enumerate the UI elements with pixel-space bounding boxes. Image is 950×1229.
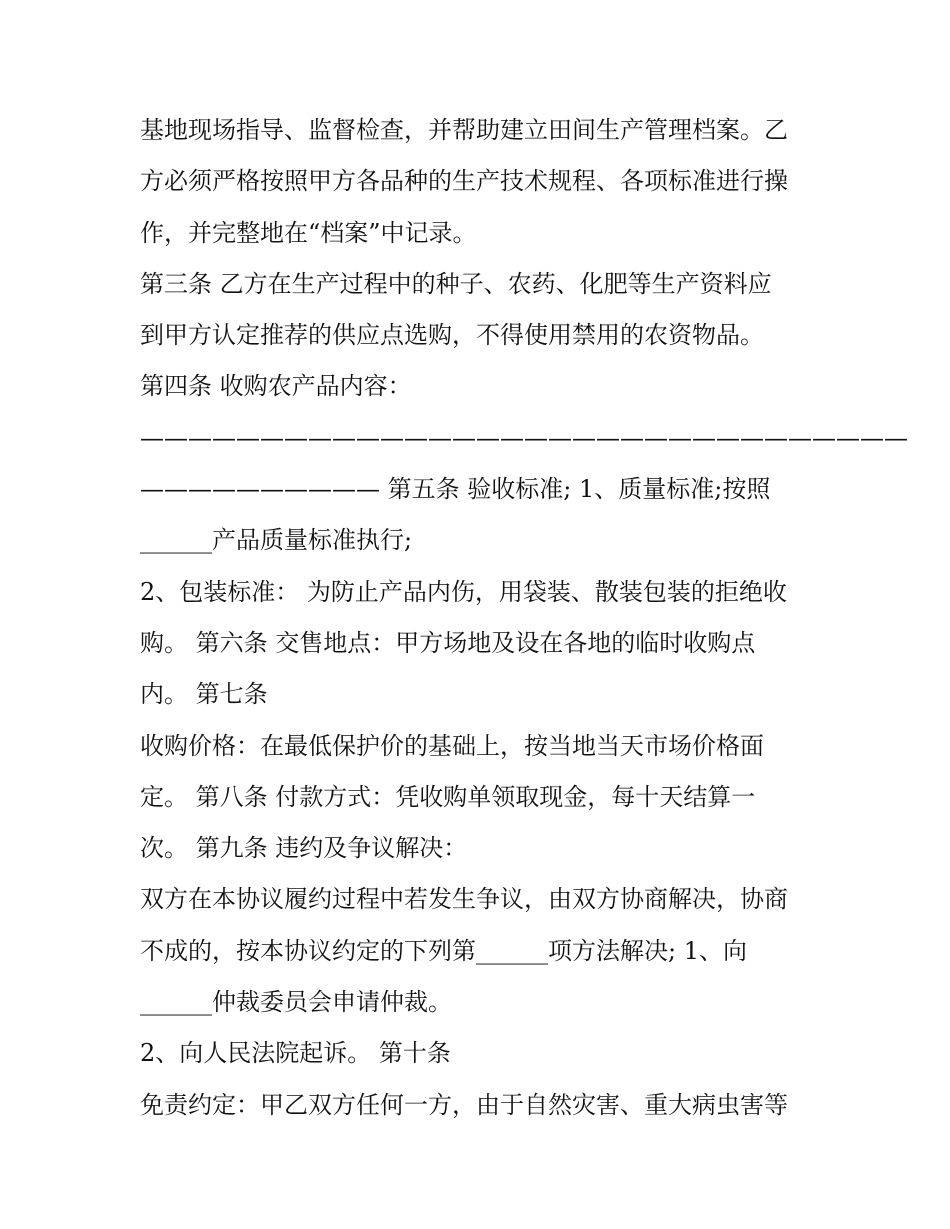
text-line: 作，并完整地在“档案”中记录。 xyxy=(140,218,477,247)
text-line: ______产品质量标准执行; xyxy=(140,526,413,555)
text-line: ______仲裁委员会申请仲裁。 xyxy=(140,988,452,1017)
text-line: 2、向人民法院起诉。 第十条 xyxy=(140,1039,451,1068)
text-line: 定。 第八条 付款方式：凭收购单领取现金，每十天结算一 xyxy=(140,782,756,811)
text-line: 内。 第七条 xyxy=(140,680,268,709)
text-line: 第三条 乙方在生产过程中的种子、农药、化肥等生产资料应 xyxy=(140,269,772,298)
text-line: 双方在本协议履约过程中若发生争议，由双方协商解决，协商 xyxy=(140,885,788,914)
text-line: 到甲方认定推荐的供应点选购，不得使用禁用的农资物品。 xyxy=(140,321,764,350)
document-body xyxy=(140,105,908,1131)
text-line: 收购价格：在最低保护价的基础上，按当地当天市场价格面 xyxy=(140,731,764,760)
text-line: 次。 第九条 违约及争议解决： xyxy=(140,834,468,863)
text-line: —————————— 第五条 验收标准; 1、质量标准;按照 xyxy=(140,475,771,504)
text-line: 购。 第六条 交售地点：甲方场地及设在各地的临时收购点 xyxy=(140,628,756,657)
text-line: 2、包装标准： 为防止产品内伤，用袋装、散装包装的拒绝收 xyxy=(140,577,787,606)
text-line: 基地现场指导、监督检查，并帮助建立田间生产管理档案。乙 xyxy=(140,116,788,144)
text-line: 免责约定：甲乙双方任何一方，由于自然灾害、重大病虫害等 xyxy=(140,1090,788,1119)
text-line: 第四条 收购农产品内容： xyxy=(140,372,412,401)
text-line: ———————————————————————————————— xyxy=(140,423,908,452)
text-line: 不成的，按本协议约定的下列第______项方法解决; 1、向 xyxy=(140,936,747,965)
text-line: 方必须严格按照甲方各品种的生产技术规程、各项标准进行操 xyxy=(140,167,788,196)
